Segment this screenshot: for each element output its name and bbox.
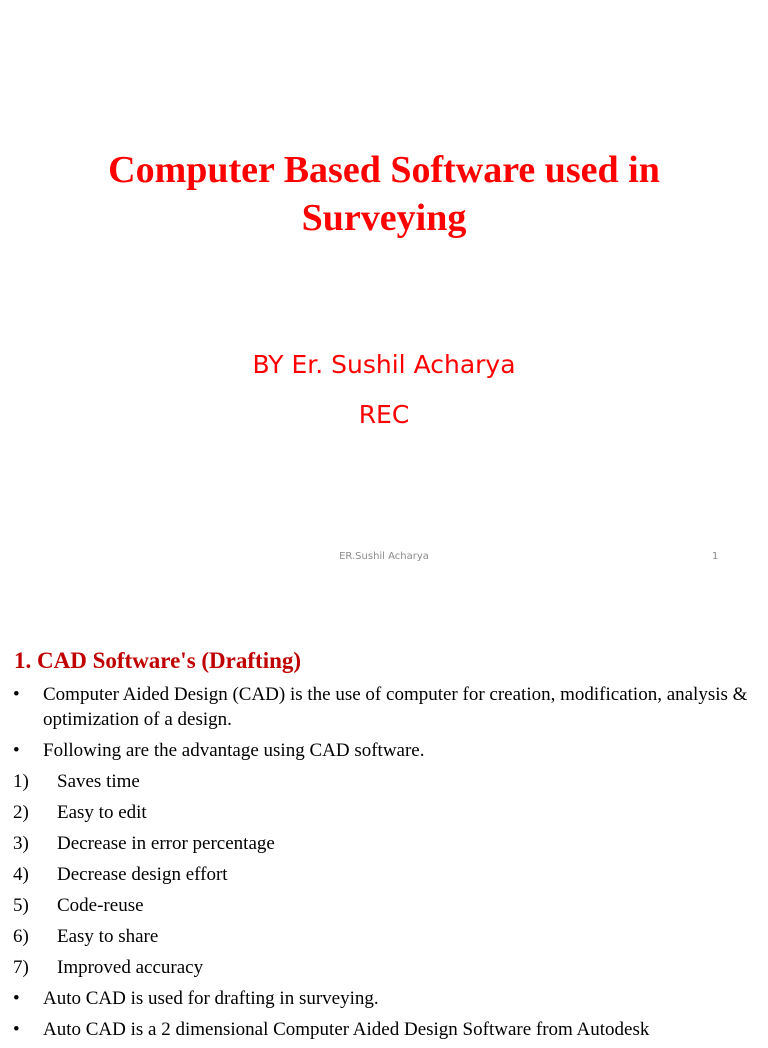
- bullet-item: [0, 986, 768, 1011]
- numbered-item: [0, 862, 768, 887]
- item-text: Saves time: [57, 771, 140, 792]
- bullet-item: [0, 738, 768, 763]
- page-number: 1: [712, 551, 719, 562]
- bullet-marker: •: [13, 988, 20, 1009]
- section-heading: 1. CAD Software's (Drafting): [14, 648, 302, 673]
- item-text: Improved accuracy: [57, 957, 204, 978]
- bullet-text: Auto CAD is used for drafting in surveying.: [43, 988, 379, 1009]
- bullet-item: [0, 682, 768, 732]
- slide-title: [0, 146, 768, 242]
- item-number: 2): [13, 802, 29, 823]
- numbered-item: [0, 800, 768, 825]
- item-text: Code-reuse: [57, 895, 144, 916]
- item-number: 3): [13, 833, 29, 854]
- bullet-text: Auto CAD is a 2 dimensional Computer Aided Design Software from Autodesk: [43, 1019, 650, 1040]
- bullet-marker: •: [13, 1019, 20, 1040]
- item-number: 5): [13, 895, 29, 916]
- institution-name: REC: [358, 400, 410, 429]
- item-number: 4): [13, 864, 29, 885]
- item-text: Easy to share: [57, 926, 159, 947]
- content-slide: [0, 588, 768, 1040]
- item-number: 1): [13, 771, 29, 792]
- bullet-marker: •: [13, 684, 20, 705]
- numbered-item: [0, 893, 768, 918]
- numbered-item: [0, 924, 768, 949]
- slide-title-line-2: Surveying: [301, 197, 467, 239]
- item-text: Easy to edit: [57, 802, 147, 823]
- item-number: 6): [13, 926, 29, 947]
- bullet-text: Computer Aided Design (CAD) is the use of computer for creation, modification, analysis & optimization of a design.: [43, 684, 748, 730]
- item-text: Decrease design effort: [57, 864, 228, 885]
- author-name: BY Er. Sushil Acharya: [252, 350, 516, 379]
- slide-content: [0, 682, 768, 1048]
- item-number: 7): [13, 957, 29, 978]
- numbered-item: [0, 955, 768, 980]
- bullet-item: [0, 1017, 768, 1042]
- numbered-item: [0, 769, 768, 794]
- numbered-item: [0, 831, 768, 856]
- slide-subtitle: [0, 340, 768, 440]
- item-text: Decrease in error percentage: [57, 833, 275, 854]
- bullet-text: Following are the advantage using CAD software.: [43, 740, 425, 761]
- bullet-marker: •: [13, 740, 20, 761]
- slide-title-line-1: Computer Based Software used in: [108, 149, 660, 191]
- slide-footer: ER.Sushil Acharya: [339, 551, 429, 562]
